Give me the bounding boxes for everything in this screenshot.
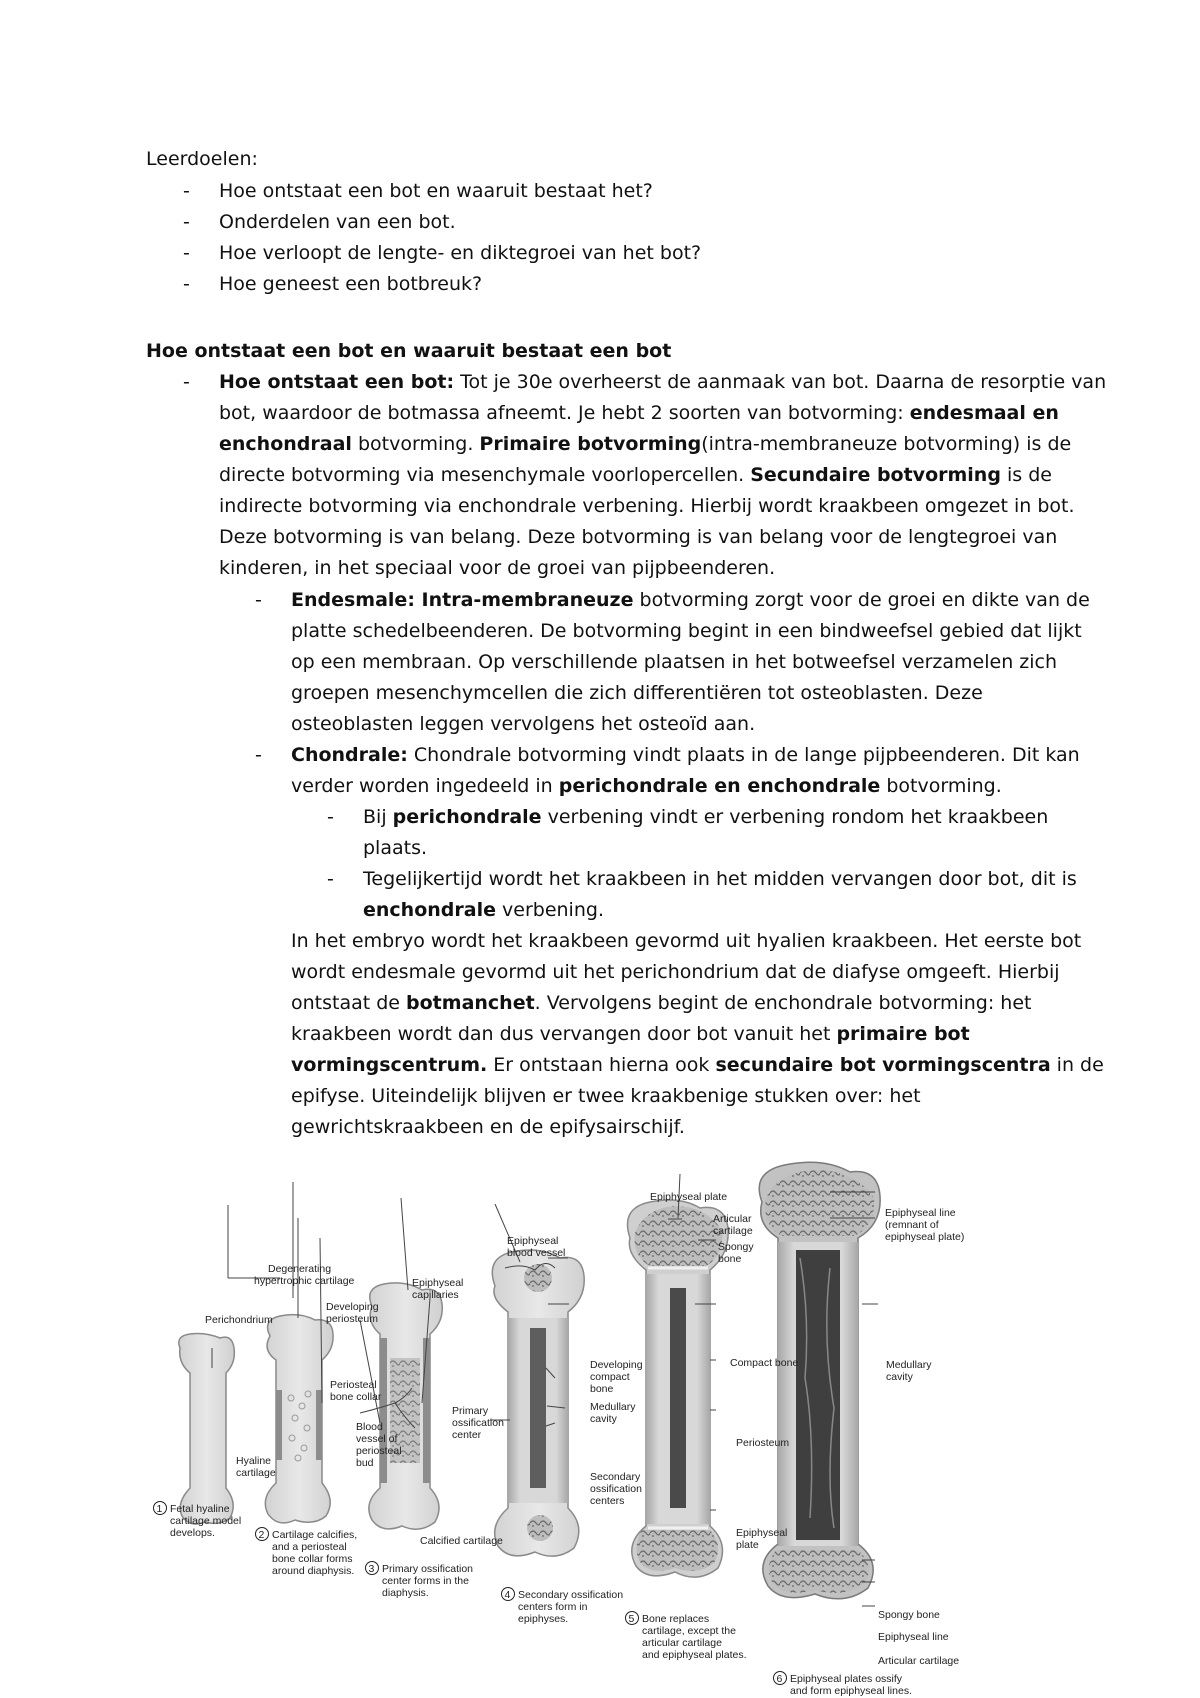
- paragraph-line: Deze botvorming is van belang. Deze botvorming is van belang voor de lengtegroei van: [219, 526, 1058, 548]
- paragraph-line: epifyse. Uiteindelijk blijven er twee kraakbenige stukken over: het: [291, 1085, 921, 1107]
- bullet-dash: -: [327, 806, 334, 828]
- label-medullary-cavity: Medullary: [886, 1359, 932, 1371]
- bullet-dash: -: [255, 744, 262, 766]
- objective-item: Hoe verloopt de lengte- en diktegroei van het bot?: [219, 242, 702, 264]
- step-4: epiphyses.: [518, 1613, 569, 1625]
- paragraph-line: ontstaat de botmanchet. Vervolgens begint de enchondrale botvorming: het: [291, 992, 1032, 1014]
- label-blood-vessel: bud: [356, 1457, 374, 1469]
- label-blood-vessel: vessel of: [356, 1433, 398, 1445]
- step-6: Epiphyseal plates ossify: [790, 1673, 903, 1685]
- step-5: articular cartilage: [642, 1637, 722, 1649]
- label-secondary-ossification-centers: ossification: [590, 1483, 642, 1495]
- step-6: and form epiphyseal lines.: [790, 1685, 912, 1697]
- label-articular-cartilage: cartilage: [713, 1225, 753, 1237]
- paragraph-line: indirecte botvorming via enchondrale verbening. Hierbij wordt kraakbeen omgezet in bot.: [219, 495, 1075, 517]
- paragraph-line: directe botvorming via mesenchymale voorlopercellen. Secundaire botvorming is de: [219, 464, 1052, 486]
- paragraph-line: Tegelijkertijd wordt het kraakbeen in het midden vervangen door bot, dit is: [363, 868, 1077, 890]
- paragraph-line: verder worden ingedeeld in perichondrale en enchondrale botvorming.: [291, 775, 1002, 797]
- label-epiphyseal-blood-vessel: blood vessel: [507, 1247, 566, 1259]
- objective-item: Hoe ontstaat een bot en waaruit bestaat het?: [219, 180, 653, 202]
- step-2: around diaphysis.: [272, 1565, 355, 1577]
- paragraph-line: groepen mesenchymcellen die zich differentiëren tot osteoblasten. Deze: [291, 682, 983, 704]
- objectives-heading: Leerdoelen:: [146, 148, 258, 170]
- bone-development-figure: [150, 1158, 1050, 1698]
- label-medullary-cavity: cavity: [886, 1371, 913, 1383]
- bone-stage-2: [265, 1315, 333, 1523]
- label-degenerating-cartilage: Degenerating: [268, 1263, 332, 1275]
- step-1: develops.: [170, 1527, 215, 1539]
- paragraph-line: enchondrale verbening.: [363, 899, 604, 921]
- paragraph-line: plaats.: [363, 837, 428, 859]
- paragraph-line: Hoe ontstaat een bot: Tot je 30e overheerst de aanmaak van bot. Daarna de resorptie van: [219, 371, 1107, 393]
- paragraph-line: bot, waardoor de botmassa afneemt. Je hebt 2 soorten van botvorming: endesmaal en: [219, 402, 1059, 424]
- bullet-dash: -: [255, 589, 262, 611]
- label-epiphyseal-blood-vessel: Epiphyseal: [507, 1235, 559, 1247]
- paragraph-line: In het embryo wordt het kraakbeen gevormd uit hyalien kraakbeen. Het eerste bot: [291, 930, 1082, 952]
- label-secondary-ossification-centers: centers: [590, 1495, 625, 1507]
- label-medullary-cavity: cavity: [590, 1413, 617, 1425]
- label-spongy-bone-bottom: Spongy bone: [878, 1609, 940, 1621]
- label-hyaline-cartilage: Hyaline: [236, 1455, 272, 1467]
- label-epiphyseal-line: (remnant of: [885, 1219, 939, 1231]
- step-number: 5: [628, 1613, 635, 1625]
- objective-item: Hoe geneest een botbreuk?: [219, 273, 483, 295]
- paragraph-line: Bij perichondrale verbening vindt er verbening rondom het kraakbeen: [363, 806, 1049, 828]
- label-medullary-cavity: Medullary: [590, 1401, 636, 1413]
- label-articular-cartilage: Articular: [713, 1213, 752, 1225]
- step-2: and a periosteal: [272, 1541, 347, 1553]
- label-epiphyseal-capillaries: capillaries: [412, 1289, 459, 1301]
- label-periosteal-bone-collar: bone collar: [330, 1391, 382, 1403]
- paragraph-line: kraakbeen wordt dan dus vervangen door bot vanuit het primaire bot: [291, 1023, 970, 1045]
- step-number: 2: [258, 1529, 265, 1541]
- label-blood-vessel: Blood: [356, 1421, 383, 1433]
- step-2: Cartilage calcifies,: [272, 1529, 358, 1541]
- label-perichondrium: Perichondrium: [205, 1314, 273, 1326]
- label-primary-ossification-center: Primary: [452, 1405, 489, 1417]
- label-primary-ossification-center: ossification: [452, 1417, 504, 1429]
- label-developing-compact-bone: bone: [590, 1383, 614, 1395]
- paragraph-line: enchondraal botvorming. Primaire botvorming(intra-membraneuze botvorming) is de: [219, 433, 1072, 455]
- paragraph-line: wordt endesmale gevormd uit het perichondrium dat de diafyse omgeeft. Hierbij: [291, 961, 1060, 983]
- bullet-dash: -: [183, 242, 190, 264]
- label-developing-periosteum: periosteum: [326, 1313, 378, 1325]
- paragraph-line: vormingscentrum. Er ontstaan hierna ook secundaire bot vormingscentra in de: [291, 1054, 1104, 1076]
- step-number: 1: [156, 1503, 163, 1515]
- paragraph-line: Endesmale: Intra-membraneuze botvorming zorgt voor de groei en dikte van de: [291, 589, 1090, 611]
- step-2: bone collar forms: [272, 1553, 353, 1565]
- bullet-dash: -: [183, 211, 190, 233]
- label-periosteum: Periosteum: [736, 1437, 790, 1449]
- paragraph-line: platte schedelbeenderen. De botvorming begint in een bindweefsel gebied dat lijkt: [291, 620, 1082, 642]
- label-hyaline-cartilage: cartilage: [236, 1467, 276, 1479]
- bone-stage-5: [628, 1200, 729, 1577]
- bullet-dash: -: [183, 273, 190, 295]
- paragraph-line: Chondrale: Chondrale botvorming vindt plaats in de lange pijpbeenderen. Dit kan: [291, 744, 1080, 766]
- paragraph-line: kinderen, in het speciaal voor de groei van pijpbeenderen.: [219, 557, 776, 579]
- label-epiphyseal-line: Epiphyseal line: [885, 1207, 956, 1219]
- step-5: and epiphyseal plates.: [642, 1649, 747, 1661]
- step-number: 4: [504, 1589, 511, 1601]
- bullet-dash: -: [183, 371, 190, 393]
- label-degenerating-cartilage: hypertrophic cartilage: [254, 1275, 355, 1287]
- step-3: center forms in the: [382, 1575, 469, 1587]
- step-1: cartilage model: [170, 1515, 242, 1527]
- step-number: 6: [776, 1673, 783, 1685]
- label-compact-bone: Compact bone: [730, 1357, 799, 1369]
- section-heading: Hoe ontstaat een bot en waaruit bestaat een bot: [146, 340, 672, 362]
- step-4: centers form in: [518, 1601, 588, 1613]
- step-number: 3: [368, 1563, 375, 1575]
- label-epiphyseal-line: epiphyseal plate): [885, 1231, 965, 1243]
- label-spongy-bone: Spongy: [718, 1241, 754, 1253]
- step-4: Secondary ossification: [518, 1589, 624, 1601]
- label-developing-periosteum: Developing: [326, 1301, 379, 1313]
- step-3: diaphysis.: [382, 1587, 429, 1599]
- step-3: Primary ossification: [382, 1563, 474, 1575]
- label-epiphyseal-capillaries: Epiphyseal: [412, 1277, 464, 1289]
- label-blood-vessel: periosteal: [356, 1445, 402, 1457]
- paragraph-line: osteoblasten leggen vervolgens het osteoïd aan.: [291, 713, 756, 735]
- label-periosteal-bone-collar: Periosteal: [330, 1379, 377, 1391]
- label-calcified-cartilage: Calcified cartilage: [420, 1535, 503, 1547]
- label-epiphyseal-line-bottom: Epiphyseal line: [878, 1631, 949, 1643]
- label-epiphyseal-plate: plate: [736, 1539, 759, 1551]
- step-5: cartilage, except the: [642, 1625, 736, 1637]
- label-primary-ossification-center: center: [452, 1429, 482, 1441]
- label-developing-compact-bone: compact: [590, 1371, 630, 1383]
- bone-stage-1: [179, 1334, 235, 1525]
- step-1: Fetal hyaline: [170, 1503, 230, 1515]
- step-5: Bone replaces: [642, 1613, 710, 1625]
- bullet-dash: -: [327, 868, 334, 890]
- label-epiphyseal-plate: Epiphyseal: [736, 1527, 788, 1539]
- label-secondary-ossification-centers: Secondary: [590, 1471, 641, 1483]
- bone-stage-4: [492, 1250, 584, 1556]
- label-epiphyseal-plate: Epiphyseal plate: [650, 1191, 728, 1203]
- paragraph-line: op een membraan. Op verschillende plaatsen in het botweefsel verzamelen zich: [291, 651, 1058, 673]
- label-developing-compact-bone: Developing: [590, 1359, 643, 1371]
- label-articular-cartilage-bottom: Articular cartilage: [878, 1655, 960, 1667]
- paragraph-line: gewrichtskraakbeen en de epifysairschijf.: [291, 1116, 685, 1138]
- label-spongy-bone: bone: [718, 1253, 742, 1265]
- bullet-dash: -: [183, 180, 190, 202]
- objective-item: Onderdelen van een bot.: [219, 211, 456, 233]
